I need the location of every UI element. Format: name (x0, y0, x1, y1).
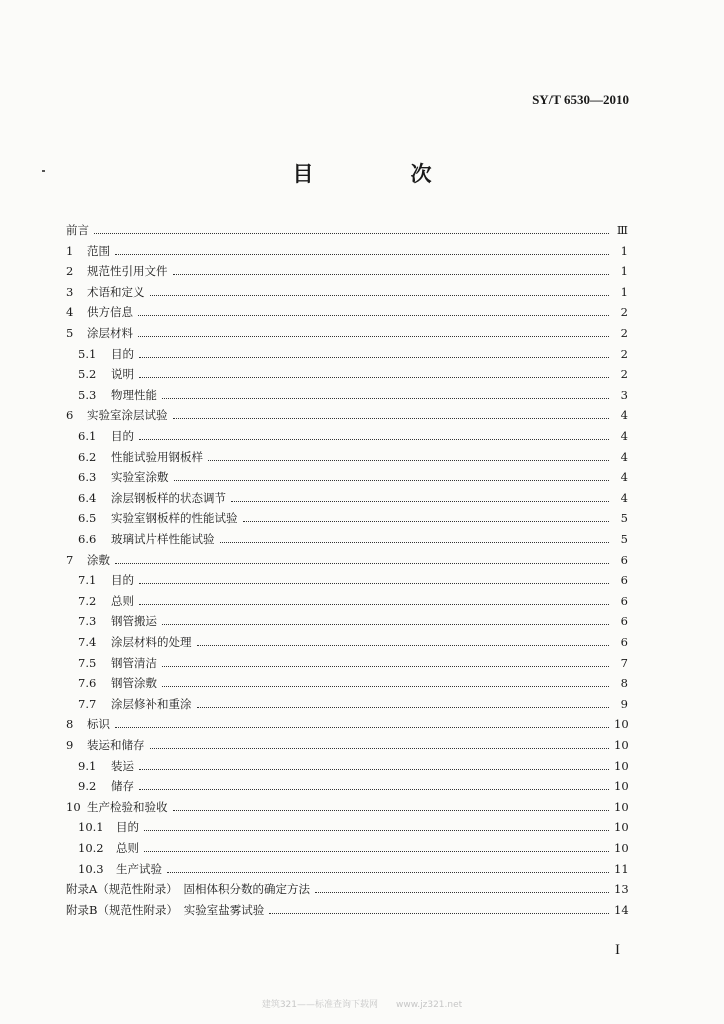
toc-entry-lead (0, 861, 162, 877)
toc-dot-leader (162, 397, 609, 399)
toc-entry-lead (0, 881, 310, 897)
toc-entry (0, 694, 724, 712)
toc-entry-number: 6 (66, 408, 74, 423)
toc-entry-number: 7.7 (78, 696, 97, 711)
toc-entry-number: 7.4 (78, 635, 97, 649)
scan-speck (42, 170, 45, 172)
toc-entry (0, 838, 724, 856)
toc-dot-leader (197, 706, 610, 708)
toc-entry-lead (0, 490, 226, 506)
toc-entry (0, 776, 724, 794)
toc-entry-lead (0, 531, 215, 547)
toc-dot-leader (150, 747, 610, 749)
toc-entry (0, 632, 724, 650)
toc-dot-leader (220, 541, 610, 543)
toc-entry-lead (0, 613, 157, 629)
toc-entry-label: 目的 (116, 820, 139, 835)
toc-entry-number: 6.5 (78, 511, 97, 526)
toc-entry-number: 9.1 (78, 758, 97, 773)
toc-entry (0, 385, 724, 403)
toc-entry-label: 钢管清洁 (111, 655, 157, 670)
toc-entry-lead (0, 716, 110, 732)
toc-entry-lead (0, 346, 134, 362)
toc-entry (0, 447, 724, 465)
toc-entry-page: 1 (620, 243, 628, 258)
toc-entry-page: 10 (614, 779, 629, 794)
toc-entry-lead (0, 572, 134, 588)
toc-entry (0, 817, 724, 835)
toc-entry-page: 6 (620, 593, 628, 608)
toc-entry-page: 4 (620, 449, 628, 464)
toc-entry-page: 2 (620, 326, 628, 340)
toc-entry-number: 7.5 (78, 655, 97, 670)
toc-dot-leader (162, 623, 609, 625)
toc-entry-label: 目的 (111, 346, 134, 361)
toc-entry-lead (0, 510, 238, 526)
toc-entry-page: 11 (614, 861, 629, 876)
toc-entry-number: 7.3 (78, 614, 97, 629)
toc-entry-page: 10 (614, 841, 629, 855)
standard-code: SY/T 6530—2010 (532, 92, 629, 107)
toc-entry-label: 生产检验和验收 (87, 799, 168, 814)
toc-entry-number: 4 (66, 305, 74, 320)
toc-dot-leader (144, 829, 609, 831)
toc-entry-label: 附录A（规范性附录） 固相体积分数的确定方法 (66, 882, 311, 897)
toc-entry-lead (0, 428, 134, 444)
toc-entry-number: 10 (66, 799, 81, 814)
toc-dot-leader (139, 438, 609, 440)
toc-entry-page: 4 (620, 429, 628, 443)
toc-entry-number: 9.2 (78, 779, 97, 794)
toc-dot-leader (150, 294, 610, 296)
toc-entry-label: 实验室涂层试验 (87, 408, 168, 423)
toc-entry-lead (0, 284, 145, 300)
toc-dot-leader (139, 356, 609, 358)
toc-entry (0, 859, 724, 877)
toc-entry (0, 653, 724, 671)
toc-entry-label: 供方信息 (87, 305, 133, 320)
toc-dot-leader (197, 644, 610, 646)
toc-entry-lead (0, 840, 139, 856)
toc-entry-lead (0, 902, 264, 918)
toc-entry-lead (0, 737, 145, 753)
toc-entry-lead (0, 366, 134, 382)
toc-entry (0, 735, 724, 753)
toc-dot-leader (138, 314, 609, 316)
toc-entry-number: 7.1 (78, 573, 97, 588)
toc-entry-number: 6.3 (78, 470, 97, 485)
toc-entry-label: 涂层修补和重涂 (111, 696, 192, 711)
toc-entry-lead (0, 634, 192, 650)
toc-entry-label: 装运和储存 (87, 738, 145, 752)
toc-entry (0, 405, 724, 423)
toc-entry-page: 2 (620, 367, 628, 382)
toc-entry-number: 6.4 (78, 490, 97, 505)
toc-entry-label: 涂敷 (87, 552, 110, 567)
toc-entry-lead (0, 758, 134, 774)
toc-dot-leader (115, 726, 609, 728)
toc-dot-leader (139, 376, 609, 378)
toc-dot-leader (144, 850, 609, 852)
toc-entry-number: 5.1 (78, 346, 97, 361)
toc-entry-page: 5 (620, 532, 628, 546)
toc-entry-page: 6 (620, 573, 628, 588)
toc-entry-page: 14 (614, 902, 629, 917)
toc-entry-label: 涂层材料的处理 (111, 635, 192, 649)
toc-entry-page: 4 (620, 408, 628, 423)
toc-entry-lead (0, 449, 203, 465)
toc-entry (0, 261, 724, 279)
toc-dot-leader (243, 520, 610, 522)
toc-entry-label: 涂层材料 (87, 326, 133, 340)
toc-entry-page: 10 (614, 799, 629, 814)
toc-entry-lead (0, 675, 157, 691)
toc-entry-number: 8 (66, 717, 74, 732)
page-number: I (615, 942, 620, 958)
toc-entry-number: 5.2 (78, 367, 97, 382)
toc-entry-page: 1 (620, 284, 628, 299)
toc-dot-leader (173, 809, 610, 811)
toc-entry-label: 目的 (111, 429, 134, 443)
toc-entry-number: 5 (66, 326, 74, 340)
toc-entry-page: 4 (620, 470, 628, 485)
toc-entry-number: 3 (66, 284, 74, 299)
toc-dot-leader (139, 603, 609, 605)
toc-dot-leader (162, 685, 609, 687)
toc-dot-leader (167, 871, 609, 873)
toc-entry (0, 323, 724, 341)
toc-entry (0, 550, 724, 568)
toc-entry (0, 673, 724, 691)
toc-entry-label: 总则 (111, 593, 134, 608)
toc-entry (0, 611, 724, 629)
toc-entry (0, 900, 724, 918)
toc-entry-page: 6 (620, 552, 628, 567)
toc-entry-page: 10 (614, 738, 629, 752)
toc-entry-label: 说明 (111, 367, 134, 382)
toc-entry-label: 总则 (116, 841, 139, 855)
toc-entry-number: 10.1 (78, 820, 104, 835)
toc-dot-leader (94, 232, 609, 234)
toc-dot-leader (138, 335, 609, 337)
toc-entry (0, 241, 724, 259)
toc-entry-lead (0, 696, 192, 712)
toc-entry-page: 10 (614, 758, 629, 773)
toc-entry-number: 7 (66, 552, 74, 567)
toc-entry-lead (0, 325, 133, 341)
toc-entry (0, 220, 724, 238)
toc-entry-label: 性能试验用钢板样 (111, 449, 203, 464)
toc-entry-lead (0, 552, 110, 568)
toc-dot-leader (315, 891, 609, 893)
toc-entry-lead (0, 593, 134, 609)
toc-entry-lead (0, 243, 110, 259)
toc-entry-lead (0, 469, 169, 485)
toc-entry-page: 2 (620, 346, 628, 361)
toc-dot-leader (208, 459, 609, 461)
toc-entry-label: 规范性引用文件 (87, 264, 168, 279)
page-title: 目 次 (292, 161, 470, 186)
toc-entry (0, 797, 724, 815)
toc-entry-page: Ⅲ (616, 223, 628, 237)
toc-entry-lead (0, 819, 139, 835)
toc-entry (0, 426, 724, 444)
toc-entry-number: 1 (66, 243, 74, 258)
toc-entry-label: 实验室钢板样的性能试验 (111, 511, 238, 526)
toc-entry-label: 装运 (111, 758, 134, 773)
toc-entry-label: 前言 (66, 223, 89, 237)
toc-entry-label: 范围 (87, 243, 110, 258)
toc-entry-number: 7.2 (78, 593, 97, 608)
toc-entry (0, 714, 724, 732)
toc-entry-page: 3 (620, 387, 628, 402)
toc-entry-label: 物理性能 (111, 387, 157, 402)
toc-entry (0, 879, 724, 897)
toc-entry (0, 488, 724, 506)
toc-entry-label: 附录B（规范性附录） 实验室盐雾试验 (66, 902, 265, 917)
toc-entry-label: 钢管涂敷 (111, 676, 157, 691)
toc-entry (0, 364, 724, 382)
toc-dot-leader (139, 768, 609, 770)
toc-entry-label: 标识 (87, 717, 110, 732)
toc-dot-leader (139, 582, 609, 584)
toc-entry-page: 10 (614, 717, 629, 732)
toc-entry-label: 实验室涂敷 (111, 470, 169, 485)
toc-entry-label: 玻璃试片样性能试验 (111, 532, 215, 546)
toc-entry (0, 529, 724, 547)
toc-entry-number: 10.2 (78, 841, 104, 855)
toc-entry-page: 7 (620, 655, 628, 670)
toc-dot-leader (231, 500, 609, 502)
toc-entry-page: 13 (614, 882, 629, 897)
toc-entry-page: 8 (620, 676, 628, 691)
toc-entry (0, 467, 724, 485)
toc-entry-lead (0, 655, 157, 671)
toc-entry (0, 344, 724, 362)
toc-entry-page: 1 (620, 264, 628, 279)
toc-entry-number: 10.3 (78, 861, 104, 876)
toc-dot-leader (173, 417, 610, 419)
toc-entry-number: 6.6 (78, 532, 97, 546)
toc-dot-leader (174, 479, 610, 481)
toc-entry-number: 6.1 (78, 429, 97, 443)
toc-entry-page: 10 (614, 820, 629, 835)
toc-dot-leader (115, 562, 609, 564)
toc-entry-lead (0, 407, 168, 423)
toc-dot-leader (139, 788, 609, 790)
toc-dot-leader (115, 253, 609, 255)
toc-entry-lead (0, 222, 89, 238)
toc-entry (0, 302, 724, 320)
toc-entry-page: 6 (620, 635, 628, 649)
toc-entry-number: 6.2 (78, 449, 97, 464)
toc-entry-lead (0, 387, 157, 403)
toc-entry-label: 术语和定义 (87, 284, 145, 299)
toc-entry-lead (0, 304, 133, 320)
toc-entry-label: 钢管搬运 (111, 614, 157, 629)
toc-entry (0, 282, 724, 300)
toc-entry-lead (0, 263, 168, 279)
toc-entry-number: 7.6 (78, 676, 97, 691)
toc-entry-lead (0, 799, 168, 815)
toc-entry-lead (0, 778, 134, 794)
toc-entry-page: 2 (620, 305, 628, 320)
toc-entry (0, 756, 724, 774)
toc-dot-leader (162, 665, 609, 667)
toc-dot-leader (269, 912, 609, 914)
toc-entry-page: 9 (620, 696, 628, 711)
toc-entry-page: 4 (620, 490, 628, 505)
toc-entry-label: 涂层钢板样的状态调节 (111, 490, 226, 505)
toc-entry-number: 9 (66, 738, 74, 752)
toc-entry-number: 5.3 (78, 387, 97, 402)
toc-dot-leader (173, 273, 610, 275)
toc-entry-label: 生产试验 (116, 861, 162, 876)
toc-entry-number: 2 (66, 264, 74, 279)
toc-entry-label: 储存 (111, 779, 134, 794)
toc-entry (0, 508, 724, 526)
toc-entry (0, 591, 724, 609)
toc-entry-page: 6 (620, 614, 628, 629)
toc-entry (0, 570, 724, 588)
toc-entry-label: 目的 (111, 573, 134, 588)
watermark: 建筑321——标准查询下载网 www.jz321.net (261, 1000, 463, 1010)
toc-entry-page: 5 (620, 511, 628, 526)
